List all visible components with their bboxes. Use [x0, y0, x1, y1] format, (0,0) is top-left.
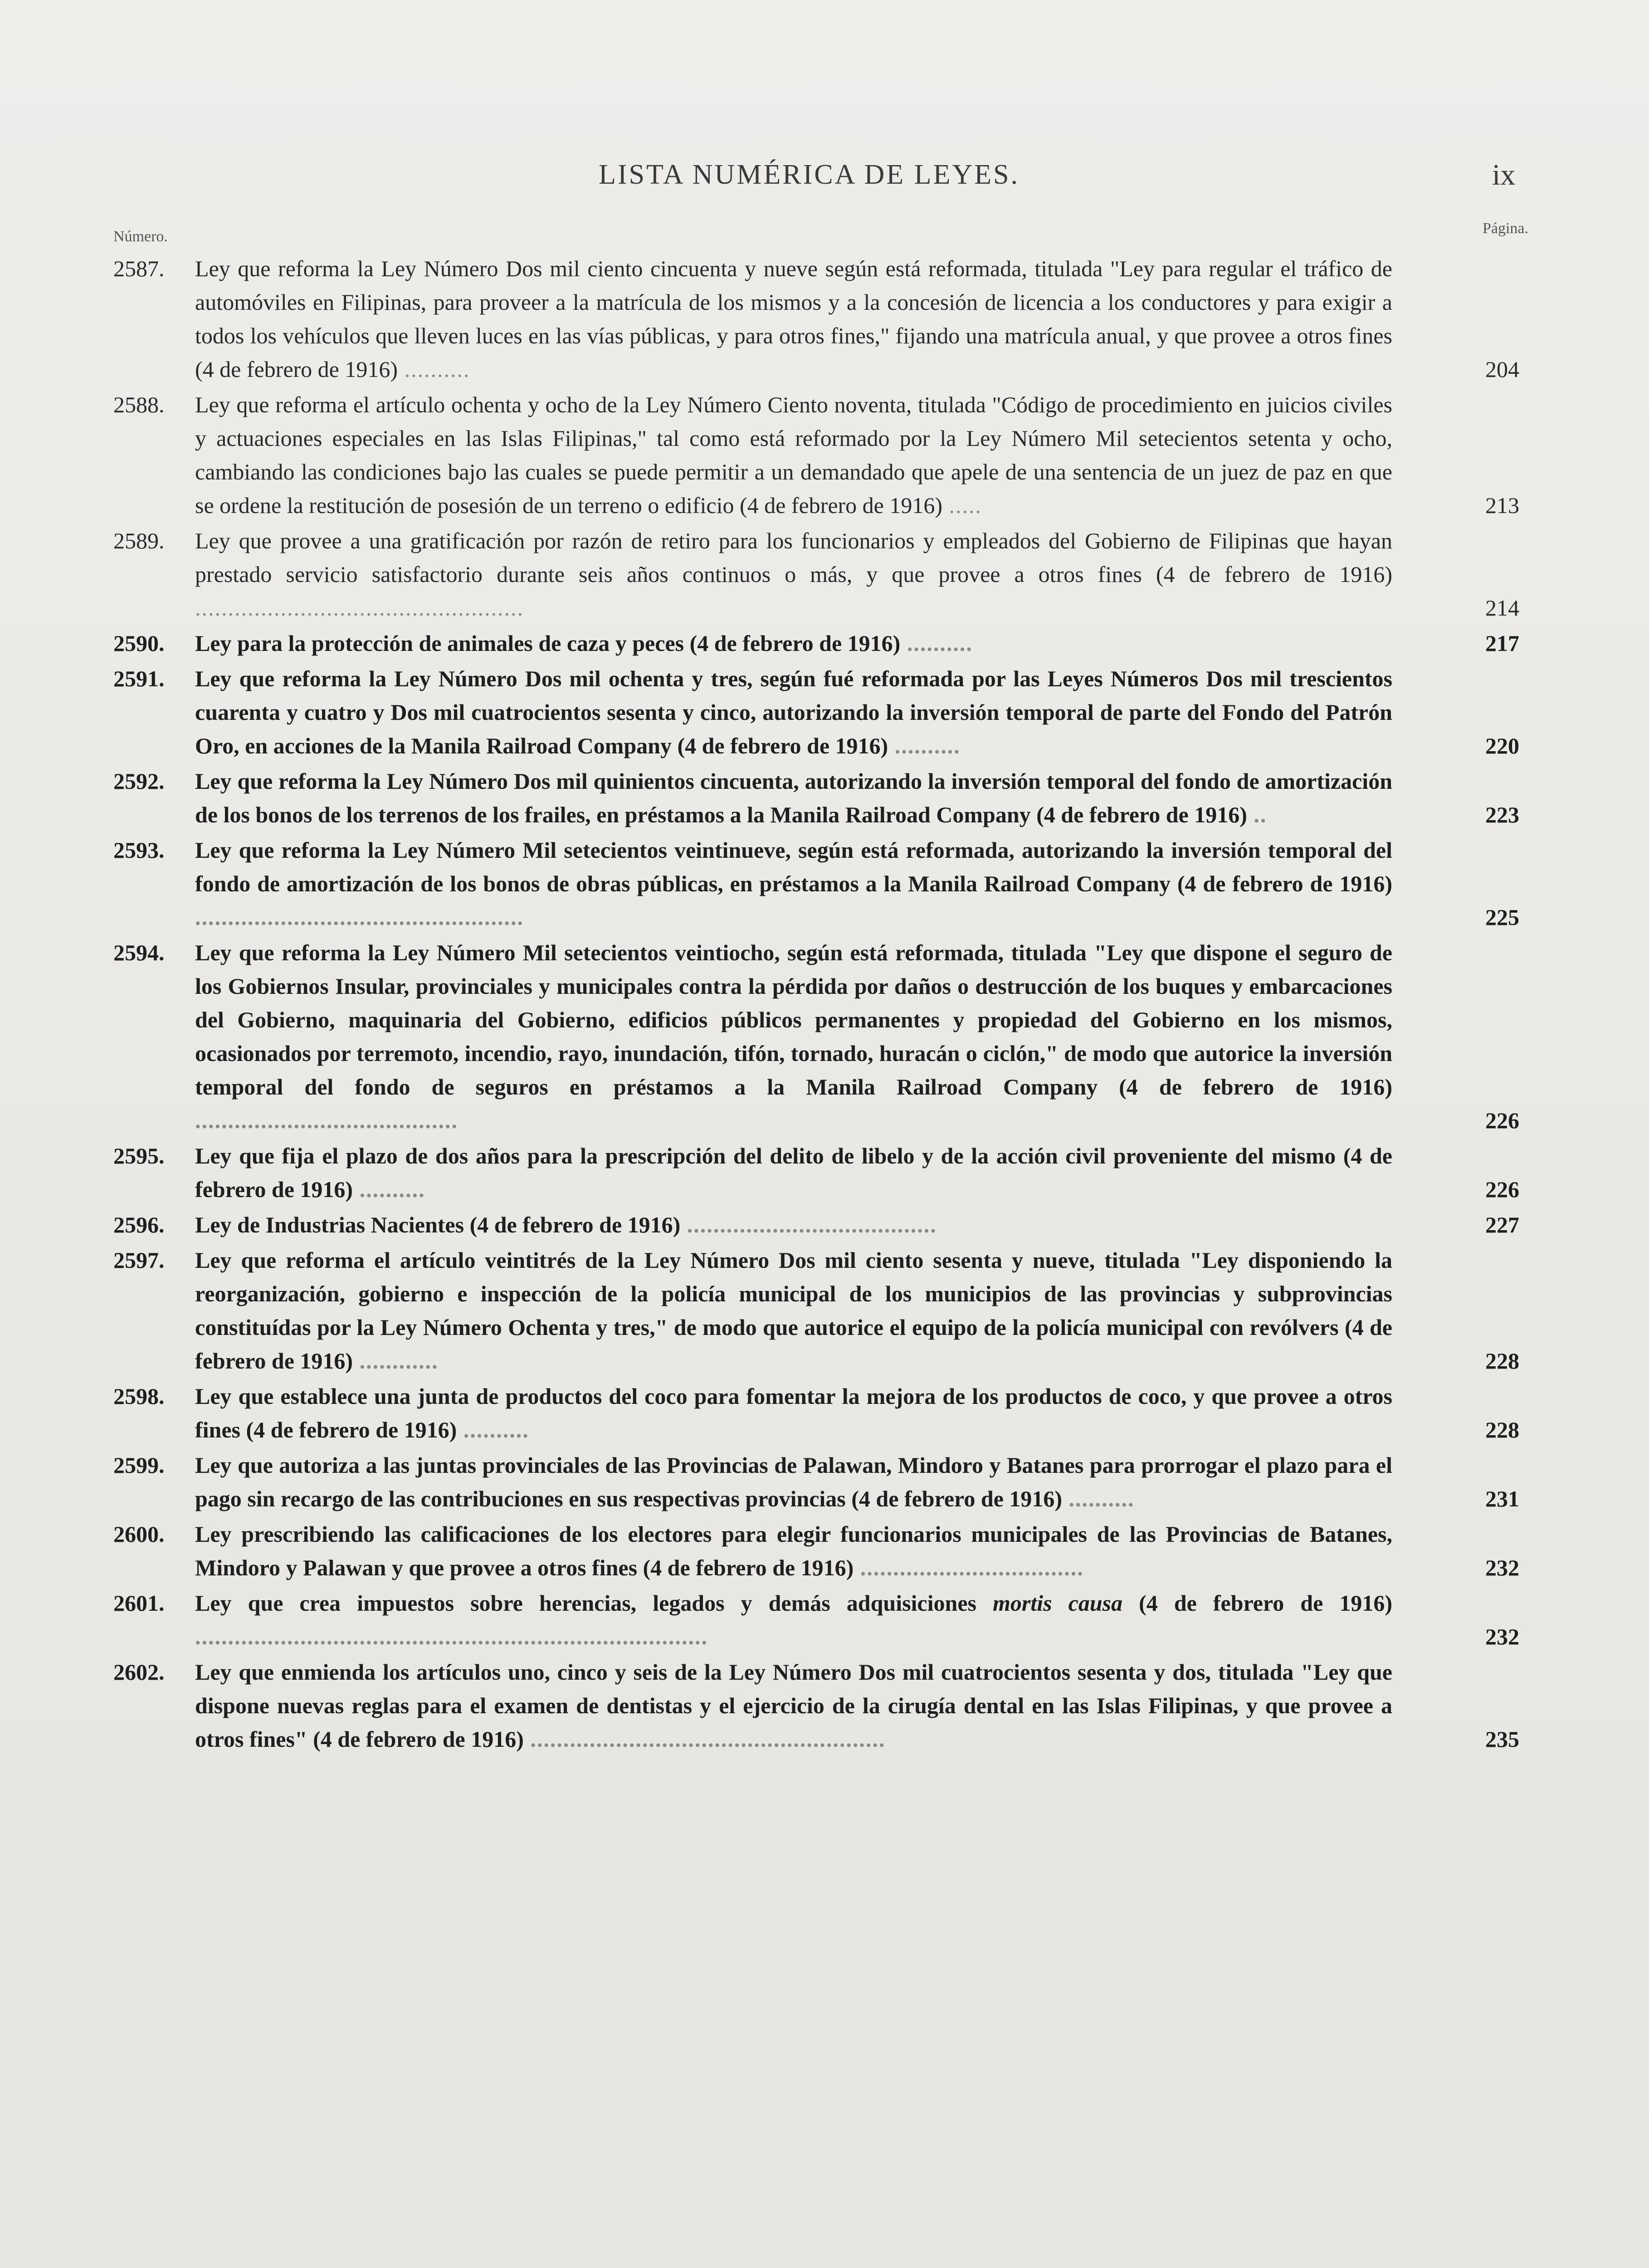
column-labels	[113, 220, 1528, 247]
law-title: Ley para la protección de animales de caza y peces (4 de febrero de 1916)	[195, 631, 901, 656]
law-description	[195, 1517, 1519, 1584]
leader-dots: ..........	[1062, 1486, 1135, 1511]
list-item	[113, 388, 1519, 522]
law-page: 226	[1485, 1177, 1519, 1202]
list-item	[113, 1517, 1519, 1584]
leader-dots: .....	[942, 493, 982, 518]
page-number: ix	[1492, 158, 1516, 191]
law-number: 2590.	[113, 631, 165, 656]
law-page: 231	[1485, 1486, 1519, 1511]
leader-dots: ............	[353, 1348, 439, 1374]
leader-dots: ........................................	[195, 1108, 458, 1133]
law-title: Ley que reforma el artículo veintitrés de la Ley Número Dos mil ciento sesenta y nueve, titulada "Ley disponiendo la reorganización, gobierno e inspección de la policía municipal de los municipios de las provincias y subprovincias constituídas por la Ley Número Ochenta y tres," de modo que autorice el equipo de la policía municipal con revólvers (4 de febrero de 1916)	[195, 1247, 1392, 1374]
law-page: 223	[1485, 802, 1519, 827]
list-item	[113, 1379, 1519, 1447]
law-title: Ley que reforma la Ley Número Mil setecientos veintiocho, según está reformada, titulada "Ley que dispone el seguro de los Gobiernos Insular, provinciales y municipales contra la pérdida por daños o destrucción de los buques y embarcaciones del Gobierno, maquinaria del Gobierno, edificios públicos permanentes y propiedad del Gobierno en los mismos, ocasionados por terremoto, incendio, rayo, inundación, tifón, tornado, huracán o ciclón," de modo que autorice la inversión temporal del fondo de seguros en préstamos a la Manila Railroad Company (4 de febrero de 1916)	[195, 940, 1392, 1100]
column-label-number: Número.	[113, 228, 168, 245]
law-title-italic: mortis causa	[993, 1590, 1123, 1616]
law-page: 232	[1485, 1624, 1519, 1649]
law-title: Ley que fija el plazo de dos años para la prescripción del delito de libelo y de la acción civil proveniente del mismo (4 de febrero de 1916)	[195, 1143, 1392, 1202]
law-page: 226	[1485, 1108, 1519, 1133]
law-page: 227	[1485, 1212, 1519, 1237]
law-page: 204	[1485, 357, 1519, 382]
law-number: 2593.	[113, 837, 165, 863]
list-item	[113, 764, 1519, 831]
law-description	[195, 626, 1519, 660]
leader-dots: ..........	[900, 631, 973, 656]
list-item	[113, 1243, 1519, 1378]
leader-dots: ..	[1247, 802, 1267, 827]
law-description	[195, 764, 1519, 831]
law-description	[195, 1655, 1519, 1756]
list-item	[113, 662, 1519, 763]
list-item	[113, 1139, 1519, 1206]
law-number: 2587.	[113, 256, 165, 281]
law-description	[195, 1208, 1519, 1242]
law-description	[195, 833, 1519, 934]
law-page: 220	[1485, 733, 1519, 758]
leader-dots: ..............................................................................	[195, 1624, 708, 1649]
law-page: 214	[1485, 595, 1519, 621]
law-title: Ley prescribiendo las calificaciones de los electores para elegir funcionarios municipales de las Provincias de Batanes, Mindoro y Palawan y que provee a otros fines (4 de febrero de 1916)	[195, 1521, 1392, 1580]
law-page: 213	[1485, 493, 1519, 518]
law-description	[195, 252, 1519, 386]
law-description	[195, 936, 1519, 1137]
law-description	[195, 388, 1519, 522]
law-number: 2601.	[113, 1590, 165, 1616]
law-number: 2592.	[113, 768, 165, 794]
law-description	[195, 1139, 1519, 1206]
leader-dots: ......................................................	[523, 1726, 886, 1752]
list-item	[113, 1448, 1519, 1515]
law-number: 2599.	[113, 1452, 165, 1478]
leader-dots: ..........	[888, 733, 961, 758]
leader-dots: ......................................	[680, 1212, 937, 1237]
law-page: 228	[1485, 1348, 1519, 1374]
list-item	[113, 626, 1519, 660]
law-description	[195, 1379, 1519, 1447]
law-page: 232	[1485, 1555, 1519, 1580]
list-item	[113, 1586, 1519, 1653]
law-page: 217	[1485, 631, 1519, 656]
law-title-part: (4 de febrero de 1916)	[1122, 1590, 1392, 1616]
law-number: 2597.	[113, 1247, 165, 1273]
law-title: Ley que reforma la Ley Número Dos mil ochenta y tres, según fué reformada por las Leyes Números Dos mil trescientos cuarenta y cuatro y Dos mil cuatrocientos sesenta y cinco, autorizando la inversión temporal de parte del Fondo del Patrón Oro, en acciones de la Manila Railroad Company (4 de febrero de 1916)	[195, 666, 1392, 758]
law-title: Ley de Industrias Nacientes (4 de febrero de 1916)	[195, 1212, 681, 1237]
law-title: Ley que reforma la Ley Número Dos mil quinientos cincuenta, autorizando la inversión temporal del fondo de amortización de los bonos de los terrenos de los frailes, en préstamos a la Manila Railroad Company (4 de febrero de 1916)	[195, 768, 1392, 827]
law-title: Ley que reforma la Ley Número Mil setecientos veintinueve, según está reformada, autorizando la inversión temporal del fondo de amortización de los bonos de obras públicas, en préstamos a la Manila Railroad Company (4 de febrero de 1916)	[195, 837, 1392, 896]
law-title-part: Ley que crea impuestos sobre herencias, legados y demás adquisiciones	[195, 1590, 993, 1616]
list-item	[113, 1655, 1519, 1756]
law-title: Ley que provee a una gratificación por razón de retiro para los funcionarios y empleados del Gobierno de Filipinas que hayan prestado servicio satisfactorio durante seis años continuos o más, y que provee a otros fines (4 de febrero de 1916)	[195, 528, 1392, 587]
list-item	[113, 936, 1519, 1137]
law-description	[195, 1586, 1519, 1653]
law-title	[195, 1590, 1392, 1616]
list-item	[113, 1208, 1519, 1242]
list-item	[113, 524, 1519, 625]
leader-dots: ..........	[457, 1417, 529, 1442]
law-description	[195, 662, 1519, 763]
law-description	[195, 1243, 1519, 1378]
law-description	[195, 1448, 1519, 1515]
law-number: 2596.	[113, 1212, 165, 1237]
column-label-page: Página.	[1482, 220, 1528, 237]
law-title: Ley que enmienda los artículos uno, cinco y seis de la Ley Número Dos mil cuatrocientos sesenta y dos, titulada "Ley que dispone nuevas reglas para el examen de dentistas y el ejercicio de la cirugía dental en las Islas Filipinas, y que provee a otros fines" (4 de febrero de 1916)	[195, 1659, 1392, 1752]
law-number: 2588.	[113, 392, 165, 417]
list-item	[113, 833, 1519, 934]
law-title: Ley que reforma la Ley Número Dos mil ciento cincuenta y nueve según está reformada, titulada "Ley para regular el tráfico de automóviles en Filipinas, para proveer a la matrícula de los mismos y a la concesión de licencia a los conductores y para exigir a todos los vehículos que lleven luces en las vías públicas, y para otros fines," fijando una matrícula anual, y que provee a otros fines (4 de febrero de 1916)	[195, 256, 1392, 382]
law-number: 2594.	[113, 940, 165, 965]
law-title: Ley que reforma el artículo ochenta y ocho de la Ley Número Ciento noventa, titulada "Código de procedimiento en juicios civiles y actuaciones especiales en las Islas Filipinas," tal como está reformado por la Ley Número Mil setecientos setenta y ocho, cambiando las condiciones bajo las cuales se puede permitir a un demandado que apele de una sentencia de un juez de paz en que se ordene la restitución de posesión de un terreno o edificio (4 de febrero de 1916)	[195, 392, 1392, 518]
law-number: 2591.	[113, 666, 165, 691]
law-page: 225	[1485, 904, 1519, 930]
law-number: 2595.	[113, 1143, 165, 1168]
list-item	[113, 252, 1519, 386]
law-number: 2589.	[113, 528, 165, 553]
leader-dots: ..................................................	[195, 595, 524, 621]
law-number: 2600.	[113, 1521, 165, 1547]
page-title: LISTA NUMÉRICA DE LEYES.	[599, 159, 1020, 190]
leader-dots: ..........	[398, 357, 470, 382]
law-page: 235	[1485, 1726, 1519, 1752]
law-number: 2598.	[113, 1383, 165, 1409]
law-number: 2602.	[113, 1659, 165, 1685]
leader-dots: ..................................	[854, 1555, 1084, 1580]
law-page: 228	[1485, 1417, 1519, 1442]
leader-dots: ..........	[353, 1177, 425, 1202]
law-title: Ley que autoriza a las juntas provinciales de las Provincias de Palawan, Mindoro y Batanes para prorrogar el plazo para el pago sin recargo de las contribuciones en sus respectivas provincias (4 de febrero de 1916)	[195, 1452, 1392, 1511]
page-header	[0, 150, 1649, 204]
law-list	[113, 252, 1519, 1758]
law-title: Ley que establece una junta de productos del coco para fomentar la mejora de los productos de coco, y que provee a otros fines (4 de febrero de 1916)	[195, 1383, 1392, 1442]
leader-dots: ..................................................	[195, 904, 524, 930]
law-description	[195, 524, 1519, 625]
